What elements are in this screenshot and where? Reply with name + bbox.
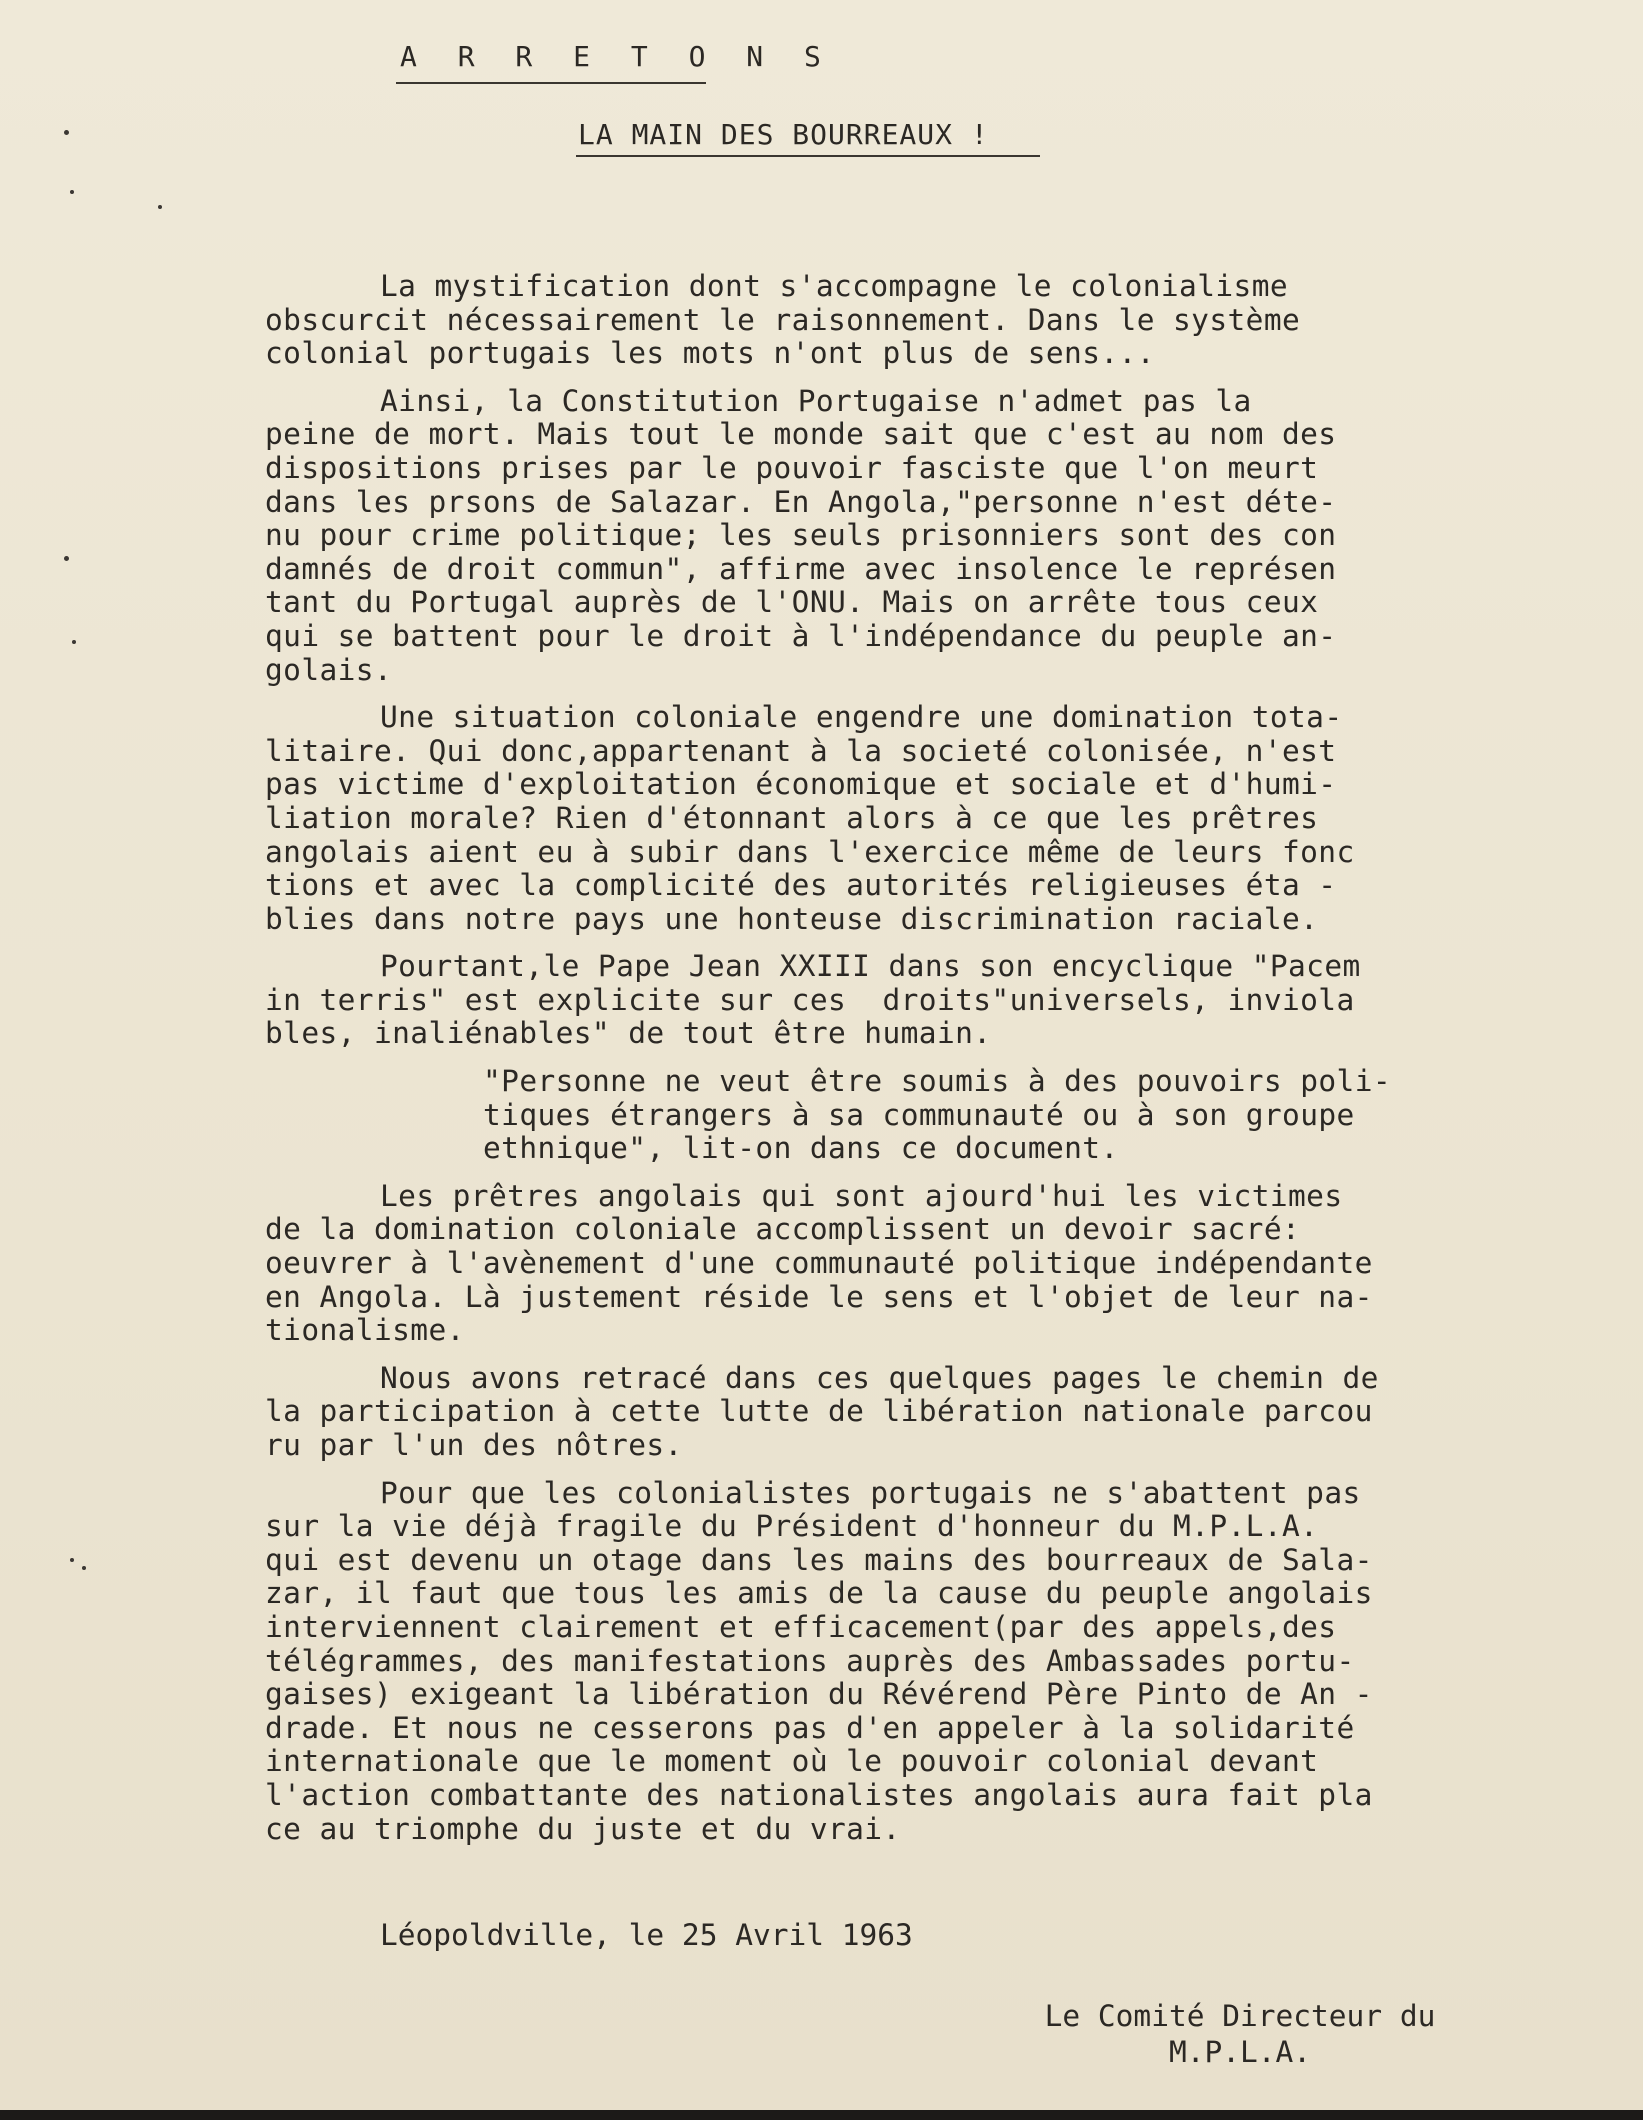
text-line: l'action combattante des nationalistes angolais aura fait pla [265,1777,1373,1812]
place-date: Léopoldville, le 25 Avril 1963 [380,1918,913,1952]
text-line: La mystification dont s'accompagne le colonialisme [380,269,1289,303]
document-body [265,270,1505,1860]
signature-block [1020,1998,1460,2070]
text-line: de la domination coloniale accomplissent un devoir sacré: [265,1212,1301,1247]
margin-mark [70,190,74,194]
text-line: sur la vie déjà fragile du Président d'honneur du M.P.L.A. [265,1509,1319,1544]
text-line: litaire. Qui donc,appartenant à la societé colonisée, n'est [265,733,1337,768]
text-line: damnés de droit commun", affirme avec insolence le représen [265,551,1337,586]
text-line: ethnique", lit-on dans ce document. [483,1131,1119,1166]
text-line: peine de mort. Mais tout le monde sait que c'est au nom des [265,417,1337,452]
text-line: angolais aient eu à subir dans l'exercice même de leurs fonc [265,834,1355,869]
text-line: internationale que le moment où le pouvoir colonial devant [265,1744,1319,1779]
paragraph [265,1362,1505,1463]
text-line: liation morale? Rien d'étonnant alors à ce que les prêtres [265,800,1319,835]
text-line: qui se battent pour le droit à l'indépendance du peuple an- [265,618,1337,653]
text-line: ce au triomphe du juste et du vrai. [265,1811,901,1846]
text-line: tions et avec la complicité des autorités religieuses éta - [265,868,1337,903]
text-line: ru par l'un des nôtres. [265,1428,683,1462]
text-line: Nous avons retracé dans ces quelques pages le chemin de [380,1360,1379,1395]
title-underline [396,82,706,84]
text-line: dans les prsons de Salazar. En Angola,"personne n'est déte- [265,484,1337,519]
paragraph [265,1180,1505,1348]
text-line: golais. [265,652,393,687]
text-line: la participation à cette lutte de libération nationale parcou [265,1394,1373,1429]
text-line: Les prêtres angolais qui sont ajourd'hui les victimes [380,1178,1343,1213]
document-subtitle: LA MAIN DES BOURREAUX ! [578,118,989,151]
text-line: bles, inaliénables" de tout être humain. [265,1016,992,1051]
text-line: colonial portugais les mots n'ont plus de sens... [265,336,1155,371]
text-line: qui est devenu un otage dans les mains des bourreaux de Sala- [265,1542,1373,1577]
margin-mark [158,205,162,209]
text-line: tant du Portugal auprès de l'ONU. Mais on arrête tous ceux [265,585,1319,620]
text-line: obscurcit nécessairement le raisonnement. Dans le système [265,302,1301,337]
text-line: tiques étrangers à sa communauté ou à son groupe [483,1097,1355,1132]
text-line: Ainsi, la Constitution Portugaise n'admet pas la [380,383,1252,418]
text-line: Pourtant,le Pape Jean XXIII dans son encyclique "Pacem [380,949,1361,984]
paragraph [265,270,1505,371]
text-line: blies dans notre pays une honteuse discrimination raciale. [265,901,1319,936]
paragraph [265,701,1505,936]
text-line: gaises) exigeant la libération du Révérend Père Pinto de An - [265,1677,1373,1712]
text-line: oeuvrer à l'avènement d'une communauté politique indépendante [265,1246,1373,1281]
quoted-paragraph [483,1065,1505,1166]
text-line: zar, il faut que tous les amis de la cause du peuple angolais [265,1576,1373,1611]
margin-mark [72,640,76,644]
margin-mark [64,130,69,135]
signature-line: Le Comité Directeur du [1044,1999,1436,2033]
paragraph [265,1477,1505,1847]
text-line: nu pour crime politique; les seuls prisonniers sont des con [265,518,1337,553]
text-line: interviennent clairement et efficacement(par des appels,des [265,1609,1337,1644]
text-line: pas victime d'exploitation économique et sociale et d'humi- [265,767,1337,802]
text-line: "Personne ne veut être soumis à des pouvoirs poli- [483,1064,1392,1099]
margin-mark [82,1566,86,1570]
text-line: in terris" est explicite sur ces droits"universels, inviola [265,982,1355,1017]
text-line: dispositions prises par le pouvoir fasciste que l'on meurt [265,450,1319,485]
text-line: Pour que les colonialistes portugais ne s'abattent pas [380,1475,1361,1510]
subtitle-underline [576,155,1040,157]
margin-mark [70,1558,74,1562]
document-title: A R R E T O N S [400,40,833,73]
paragraph [265,385,1505,687]
scan-edge [0,2110,1643,2120]
signature-organization: M.P.L.A. [1168,2035,1312,2069]
margin-mark [64,556,69,561]
text-line: Une situation coloniale engendre une domination tota- [380,700,1343,735]
text-line: tionalisme. [265,1313,465,1348]
paragraph [265,950,1505,1051]
text-line: en Angola. Là justement réside le sens et l'objet de leur na- [265,1279,1373,1314]
text-line: télégrammes, des manifestations auprès des Ambassades portu- [265,1643,1355,1678]
text-line: drade. Et nous ne cesserons pas d'en appeler à la solidarité [265,1710,1355,1745]
